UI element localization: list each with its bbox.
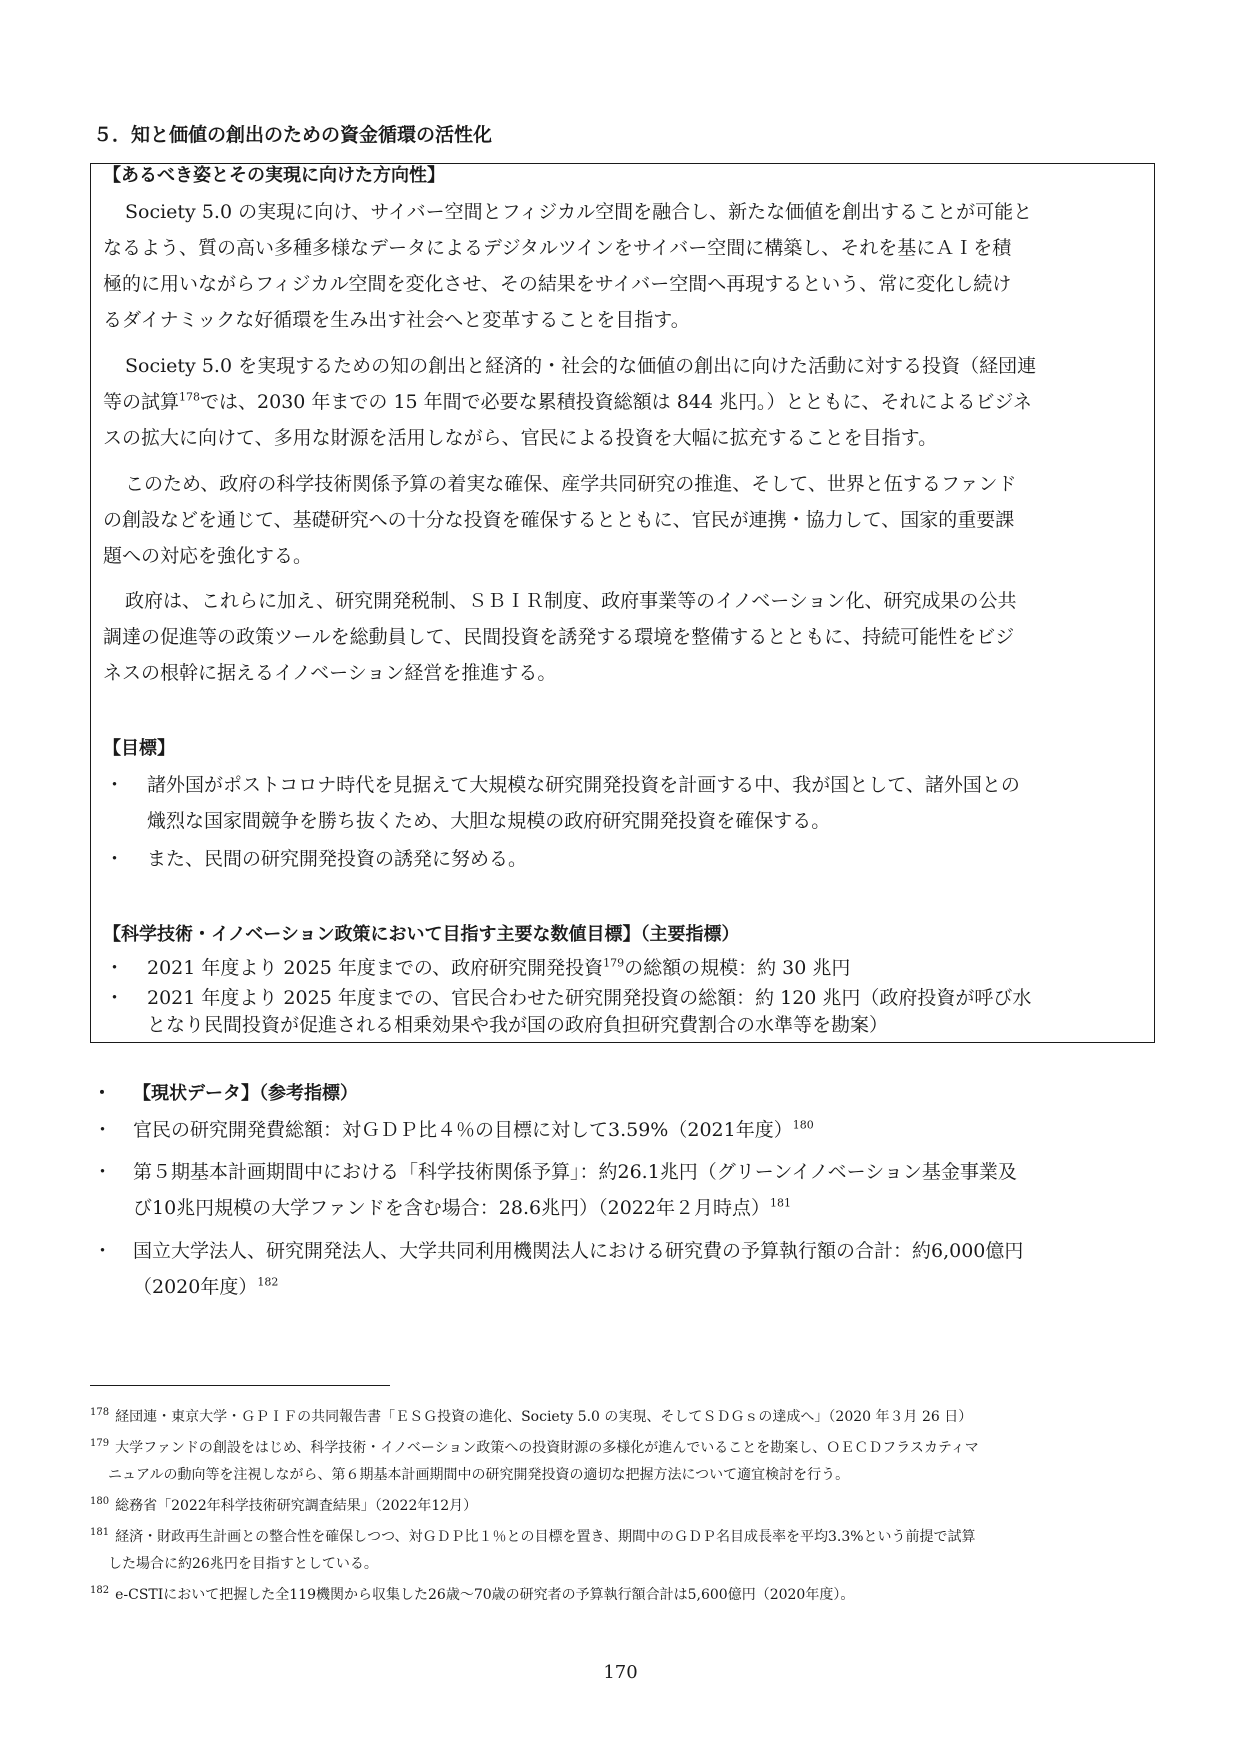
footnote-179-cont: ニュアルの動向等を注視しながら、第６期基本計画期間中の研究開発投資の適切な把握方法について適宜検討を行う。 xyxy=(108,1467,850,1483)
goal-line: 諸外国がポストコロナ時代を見据えて大規模な研究開発投資を計画する中、我が国として、諸外国との xyxy=(147,774,1020,796)
footnote-ref: 182 xyxy=(257,1275,279,1289)
current-item: （2020年度）$^{182}$ xyxy=(133,1275,279,1298)
current-item: び10兆円規模の大学ファンドを含む場合：28.6兆円）（2022年２月時点）$^{181}$ xyxy=(133,1196,791,1219)
goal-line: 熾烈な国家間競争を勝ち抜くため、大胆な規模の政府研究開発投資を確保する。 xyxy=(147,810,831,832)
section-title: ５．知と価値の創出のための資金循環の活性化 xyxy=(93,124,493,146)
current-data-heading: 【現状データ】（参考指標） xyxy=(133,1083,358,1104)
goal-line: また、民間の研究開発投資の誘発に努める。 xyxy=(147,848,528,870)
para1-line: 極的に用いながらフィジカル空間を変化させ、その結果をサイバー空間へ再現するという、常に変化し続け xyxy=(103,273,1012,295)
bullet-dot: ・ xyxy=(105,774,125,796)
page-number: 170 xyxy=(603,1662,638,1683)
current-item: 国立大学法人、研究開発法人、大学共同利用機関法人における研究費の予算執行額の合計：約6,000億円 xyxy=(133,1240,1024,1262)
bullet-dot: ・ xyxy=(105,957,125,979)
para1-line: Society 5.0 の実現に向け、サイバー空間とフィジカル空間を融合し、新たな価値を創出することが可能と xyxy=(125,201,1033,223)
para2-line: 等の試算$^{178}$では、2030 年までの 15 年間で必要な累積投資総額は 844 兆円。）とともに、それによるビジネ xyxy=(103,390,1032,413)
footnote-180: $^{180}$ 総務省「2022年科学技術研究調査結果」（2022年12月） xyxy=(90,1496,478,1514)
footnote-181: $^{181}$ 経済・財政再生計画との整合性を確保しつつ、対ＧＤＰ比１％との目標を置き、期間中のＧＤＰ名目成長率を平均3.3%という前提で試算 xyxy=(90,1527,976,1545)
para4-line: ネスの根幹に据えるイノベーション経営を推進する。 xyxy=(103,662,557,684)
target-line: となり民間投資が促進される相乗効果や我が国の政府負担研究費割合の水準等を勘案） xyxy=(147,1014,889,1036)
footnote-181-cont: した場合に約26兆円を目指すとしている。 xyxy=(108,1556,378,1572)
bullet-dot: ・ xyxy=(93,1083,111,1104)
footnote-182: $^{182}$ e-CSTIにおいて把握した全119機関から収集した26歳～70歳の研究者の予算執行額合計は5,600億円（2020年度）。 xyxy=(90,1585,855,1603)
heading-direction: 【あるべき姿とその実現に向けた方向性】 xyxy=(103,165,445,186)
bullet-dot: ・ xyxy=(93,1161,113,1183)
policy-box xyxy=(90,163,1155,1043)
bullet-dot: ・ xyxy=(105,987,125,1009)
para3-line: このため、政府の科学技術関係予算の着実な確保、産学共同研究の推進、そして、世界と伍するファンド xyxy=(125,473,1017,495)
para4-line: 調達の促進等の政策ツールを総動員して、民間投資を誘発する環境を整備するとともに、持続可能性をビジ xyxy=(103,626,1015,648)
footnote-ref: 178 xyxy=(179,390,201,404)
target-line: 2021 年度より 2025 年度までの、官民合わせた研究開発投資の総額：約 120 兆円（政府投資が呼び水 xyxy=(147,987,1032,1009)
para1-line: なるよう、質の高い多種多様なデータによるデジタルツインをサイバー空間に構築し、それを基にＡＩを積 xyxy=(103,237,1012,259)
footnote-divider xyxy=(90,1385,390,1386)
footnote-178: $^{178}$ 経団連・東京大学・ＧＰＩＦの共同報告書「ＥＳＧ投資の進化、Society 5.0 の実現、そしてＳＤＧｓの達成へ」（2020 年３月 26 日） xyxy=(90,1407,973,1425)
current-item: 第５期基本計画期間中における「科学技術関係予算」：約26.1兆円（グリーンイノベーション基金事業及 xyxy=(133,1161,1017,1183)
para3-line: 題への対応を強化する。 xyxy=(103,545,313,567)
bullet-dot: ・ xyxy=(105,848,125,870)
target-line: 2021 年度より 2025 年度までの、政府研究開発投資$^{179}$の総額の規模：約 30 兆円 xyxy=(147,956,851,979)
heading-goal: 【目標】 xyxy=(103,738,175,759)
para1-line: るダイナミックな好循環を生み出す社会へと変革することを目指す。 xyxy=(103,309,690,331)
para4-line: 政府は、これらに加え、研究開発税制、ＳＢＩＲ制度、政府事業等のイノベーション化、研究成果の公共 xyxy=(125,590,1017,612)
footnote-ref: 179 xyxy=(603,956,625,970)
bullet-dot: ・ xyxy=(93,1119,113,1141)
footnote-ref: 181 xyxy=(769,1196,791,1210)
footnote-179: $^{179}$ 大学ファンドの創設をはじめ、科学技術・イノベーション政策への投資財源の多様化が進んでいることを勘案し、ＯＥＣＤフラスカティマ xyxy=(90,1438,979,1456)
footnote-ref: 180 xyxy=(792,1118,814,1132)
para2-line: Society 5.0 を実現するための知の創出と経済的・社会的な価値の創出に向けた活動に対する投資（経団連 xyxy=(125,355,1037,377)
current-item: 官民の研究開発費総額：対ＧＤＰ比４％の目標に対して3.59%（2021年度）$^{180}$ xyxy=(133,1118,814,1141)
para2-line: スの拡大に向けて、多用な財源を活用しながら、官民による投資を大幅に拡充することを目指す。 xyxy=(103,427,938,449)
heading-targets: 【科学技術・イノベーション政策において目指す主要な数値目標】（主要指標） xyxy=(103,924,740,945)
bullet-dot: ・ xyxy=(93,1240,113,1262)
para3-line: の創設などを通じて、基礎研究への十分な投資を確保するとともに、官民が連携・協力して、国家的重要課 xyxy=(103,509,1015,531)
